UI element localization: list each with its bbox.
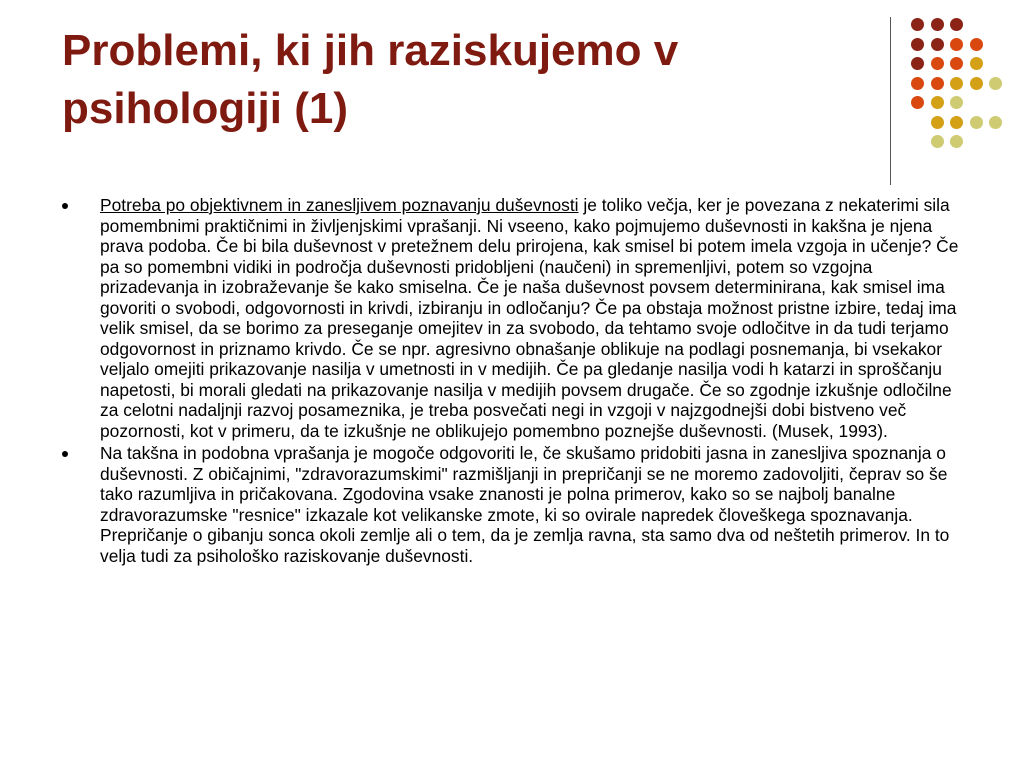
decorative-dot <box>989 116 1002 129</box>
decorative-dot <box>931 57 944 70</box>
decorative-dot <box>950 77 963 90</box>
vertical-divider <box>890 17 891 185</box>
decorative-dot <box>911 18 924 31</box>
decorative-dot <box>989 77 1002 90</box>
decorative-dot <box>950 38 963 51</box>
decorative-dot <box>931 135 944 148</box>
decorative-dot <box>970 116 983 129</box>
decorative-dot <box>950 116 963 129</box>
decorative-dot <box>911 57 924 70</box>
decorative-dot <box>950 96 963 109</box>
bullet-text: je toliko večja, ker je povezana z nekaterimi sila pomembnimi praktičnimi in življenjskimi vprašanji. Ni vseeno, kako pojmujemo duševnosti in kakšna je njena prava podoba. Če bi bila duševnost v pretežnem delu prirojena, kak smisel bi potem imela vzgoja in učenje? Če pa so pomembni vidiki in področja duševnosti pridobljeni (naučeni) in spremenljivi, potem so vzgojna prizadevanja in izobraževanje še kako smiselna. Če je naša duševnost povsem determinirana, kak smisel ima govoriti o svobodi, odgovornosti in krivdi, izbiranju in odločanju? Če pa obstaja možnost pristne izbire, tedaj ima velik smisel, da se borimo za preseganje omejitev in za svobodo, da tehtamo svoje odločitve in da tudi terjamo odgovornost in priznamo krivdo. Če se npr. agresivno obnašanje oblikuje na podlagi posnemanja, bi vsekakor veljalo omejiti prikazovanje nasilja v umetnosti in v medijih. Če pa gledanje nasilja vodi h katarzi in sproščanju napetosti, bi morali gledati na prikazovanje nasilja v medijih povsem drugače. Če so zgodnje izkušnje odločilne za celotni nadaljnji razvoj posameznika, je treba posvečati negi in vzgoji v najzgodnejši dobi bistveno več pozornosti, kot v primeru, da te izkušnje ne oblikujejo pomembno poznejše duševnosti. (Musek, 1993). <box>100 195 959 441</box>
decorative-dot <box>911 38 924 51</box>
slide-title: Problemi, ki jih raziskujemo v psihologiji (1) <box>62 26 679 133</box>
decorative-dot <box>931 77 944 90</box>
decorative-dot <box>931 18 944 31</box>
decorative-dot <box>970 57 983 70</box>
decorative-dot <box>970 77 983 90</box>
decorative-dot <box>911 77 924 90</box>
bullet-marker <box>62 451 68 457</box>
bullet-marker <box>62 203 68 209</box>
decorative-dot <box>950 57 963 70</box>
decorative-dot <box>950 18 963 31</box>
bullet-list <box>62 195 967 568</box>
bullet-text: Na takšna in podobna vprašanja je mogoče odgovoriti le, če skušamo pridobiti jasna in zanesljiva spoznanja o duševnosti. Z običajnimi, "zdravorazumskimi" razmišljanji in prepričanji se ne moremo zadovoljiti, čeprav so še tako razumljiva in pričakovana. Zgodovina vsake znanosti je polna primerov, kako so se najbolj banalne zdravorazumske "resnice" izkazale kot velikanske zmote, ki so ovirale napredek človeškega spoznavanja. Prepričanje o gibanju sonca okoli zemlje ali o tem, da je zemlja ravna, sta samo dva od neštetih primerov. In to velja tudi za psihološko raziskovanje duševnosti. <box>100 443 950 566</box>
decorative-dot <box>931 38 944 51</box>
decorative-dot <box>911 96 924 109</box>
decorative-dot <box>931 96 944 109</box>
decorative-dot <box>950 135 963 148</box>
bullet-item-1 <box>62 195 967 441</box>
bullet-item-2 <box>62 443 967 566</box>
decorative-dot <box>931 116 944 129</box>
bullet-link[interactable]: Potreba po objektivnem in zanesljivem poznavanju duševnosti <box>100 195 579 215</box>
decorative-dot <box>970 38 983 51</box>
